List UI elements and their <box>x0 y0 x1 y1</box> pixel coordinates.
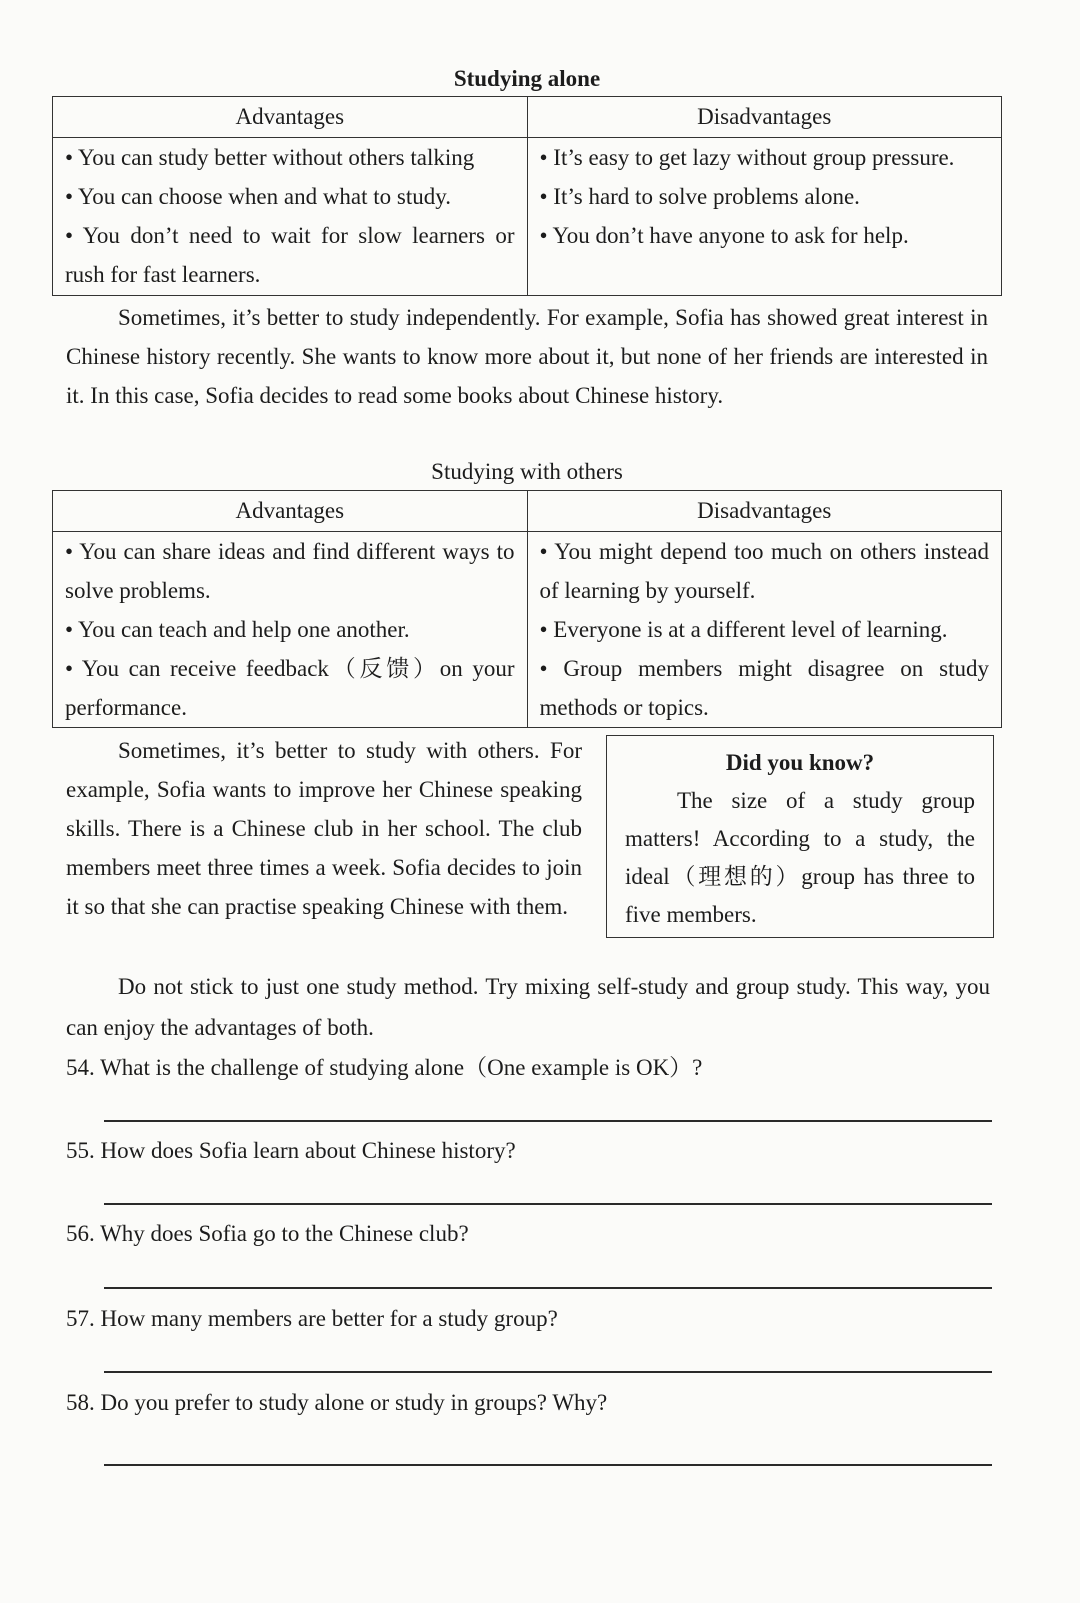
did-you-know-box <box>606 735 994 938</box>
question-56: 56. Why does Sofia go to the Chinese club? <box>66 1221 469 1246</box>
answer-line-55[interactable] <box>104 1203 992 1205</box>
list-item: • It’s easy to get lazy without group pressure. <box>539 145 955 170</box>
list-item: • Everyone is at a different level of learning. <box>539 617 948 642</box>
list-item: • It’s hard to solve problems alone. <box>539 184 860 209</box>
disadvantages-cell <box>527 532 1002 728</box>
answer-line-56[interactable] <box>104 1287 992 1289</box>
answer-line-57[interactable] <box>104 1371 992 1373</box>
list-item: • Group members might disagree on study methods or topics. <box>539 656 989 720</box>
list-item: • You can study better without others talking <box>65 145 475 170</box>
list-item: • You don’t have anyone to ask for help. <box>539 223 909 248</box>
question-57: 57. How many members are better for a study group? <box>66 1306 558 1331</box>
table-title-studying-alone: Studying alone <box>453 66 601 91</box>
table-studying-with-others <box>52 490 1002 728</box>
did-you-know-body: The size of a study group matters! According to a study, the ideal（理想的）group has three to five members. <box>625 788 975 927</box>
paragraph-study-independently: Sometimes, it’s better to study independently. For example, Sofia has showed great interest in Chinese history recently. She wants to know more about it, but none of her friends are interested in it. In this case, Sofia decides to read some books about Chinese history. <box>66 305 988 408</box>
disadvantages-header: Disadvantages <box>527 97 1002 138</box>
question-58: 58. Do you prefer to study alone or study in groups? Why? <box>66 1390 608 1415</box>
question-54: 54. What is the challenge of studying alone（One example is OK）? <box>66 1055 703 1080</box>
table-studying-alone <box>52 96 1002 296</box>
paragraph-conclusion: Do not stick to just one study method. Try mixing self-study and group study. This way, you can enjoy the advantages of both. <box>66 974 990 1040</box>
list-item: • You don’t need to wait for slow learners or rush for fast learners. <box>65 223 515 287</box>
list-item: • You can receive feedback（反馈）on your performance. <box>65 656 515 720</box>
answer-line-54[interactable] <box>104 1120 992 1122</box>
list-item: • You might depend too much on others instead of learning by yourself. <box>539 539 989 603</box>
advantages-cell <box>53 138 528 296</box>
did-you-know-title: Did you know? <box>725 750 875 775</box>
question-55: 55. How does Sofia learn about Chinese history? <box>66 1138 516 1163</box>
paragraph-study-with-others: Sometimes, it’s better to study with others. For example, Sofia wants to improve her Chinese speaking skills. There is a Chinese club in her school. The club members meet three times a week. Sofia decides to join it so that she can practise speaking Chinese with them. <box>66 738 582 919</box>
list-item: • You can choose when and what to study. <box>65 184 452 209</box>
answer-line-58[interactable] <box>104 1464 992 1466</box>
list-item: • You can share ideas and find different ways to solve problems. <box>65 539 515 603</box>
list-item: • You can teach and help one another. <box>65 617 410 642</box>
advantages-cell <box>53 532 528 728</box>
advantages-header: Advantages <box>53 491 528 532</box>
advantages-header: Advantages <box>53 97 528 138</box>
disadvantages-header: Disadvantages <box>527 491 1002 532</box>
table-title-studying-with-others: Studying with others <box>431 459 623 484</box>
disadvantages-cell <box>527 138 1002 296</box>
